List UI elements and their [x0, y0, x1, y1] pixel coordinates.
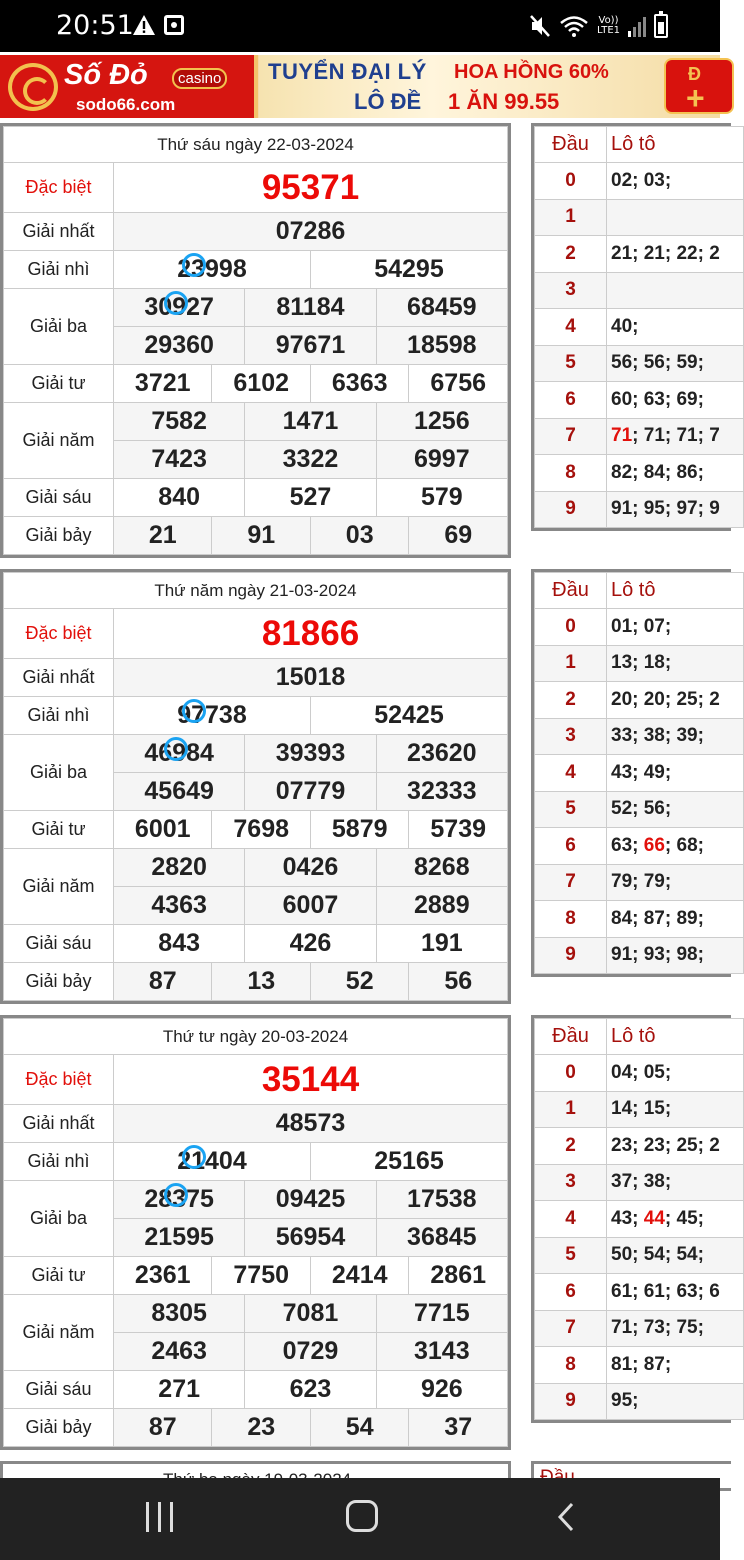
- loto-values: 95;: [607, 1383, 744, 1420]
- loto-table: [531, 123, 731, 531]
- prize-number: 7081: [245, 1295, 376, 1333]
- prize-number: 6001: [114, 811, 212, 849]
- special-prize-number: 81866: [114, 609, 508, 659]
- loto-head-digit: 5: [535, 791, 607, 828]
- prize-number: 97738: [114, 697, 311, 735]
- prize-number: 21595: [114, 1219, 245, 1257]
- loto-values: 37; 38;: [607, 1164, 744, 1201]
- loto-row: [535, 309, 744, 346]
- prize-number: 3322: [245, 441, 376, 479]
- loto-head-digit: 7: [535, 864, 607, 901]
- loto-row: [535, 491, 744, 528]
- prize-number: 37: [409, 1409, 508, 1447]
- brand-logo[interactable]: [0, 55, 258, 118]
- prize-label: Giải sáu: [4, 925, 114, 963]
- prize-number: 843: [114, 925, 245, 963]
- loto-values: 61; 61; 63; 6: [607, 1274, 744, 1311]
- prize-number: 45649: [114, 773, 245, 811]
- prize-number: 1256: [376, 403, 507, 441]
- prize-label: Giải ba: [4, 1181, 114, 1257]
- loto-values: 13; 18;: [607, 645, 744, 682]
- prize-label: Giải năm: [4, 849, 114, 925]
- prize-number: 271: [114, 1371, 245, 1409]
- prize-number: 54: [310, 1409, 408, 1447]
- loto-head-digit: 3: [535, 1164, 607, 1201]
- prize-number: 2414: [310, 1257, 408, 1295]
- loto-row: [535, 645, 744, 682]
- prize-label: Đặc biệt: [4, 1055, 114, 1105]
- loto-values: [607, 272, 744, 309]
- prize-number: 21: [114, 517, 212, 555]
- loto-values: [607, 199, 744, 236]
- loto-row: [535, 199, 744, 236]
- loto-head-digit: 5: [535, 345, 607, 382]
- prize-label: Giải nhất: [4, 1105, 114, 1143]
- prize-number: 46984: [114, 735, 245, 773]
- loto-row: [535, 1274, 744, 1311]
- prize-number: 13: [212, 963, 310, 1001]
- touch-marker: [164, 737, 188, 761]
- prize-number: 36845: [376, 1219, 507, 1257]
- loto-values: 71; 73; 75;: [607, 1310, 744, 1347]
- prize-number: 191: [376, 925, 507, 963]
- loto-head-digit: 8: [535, 455, 607, 492]
- loto-head-digit: 1: [535, 645, 607, 682]
- loto-head-digit: 0: [535, 1055, 607, 1092]
- brand-url: sodo66.com: [76, 95, 176, 114]
- loto-values: 33; 38; 39;: [607, 718, 744, 755]
- warning-icon: [132, 14, 156, 36]
- prize-label: Giải bảy: [4, 963, 114, 1001]
- loto-row: [535, 1055, 744, 1092]
- prize-number: 48573: [114, 1105, 508, 1143]
- loto-row: [535, 1347, 744, 1384]
- loto-row: [535, 236, 744, 273]
- prize-label: Giải sáu: [4, 1371, 114, 1409]
- prize-number: 527: [245, 479, 376, 517]
- ad-odds: 1 ĂN 99.55: [448, 89, 560, 114]
- ad-subline: LÔ ĐỀ: [354, 89, 422, 114]
- prize-number: 07286: [114, 213, 508, 251]
- prize-number: 2361: [114, 1257, 212, 1295]
- result-block-partial: [0, 1461, 720, 1479]
- prize-number: 0426: [245, 849, 376, 887]
- loto-special-hit: 71: [611, 425, 633, 447]
- loto-row: [535, 609, 744, 646]
- prize-number: 87: [114, 963, 212, 1001]
- prize-number: 5879: [310, 811, 408, 849]
- status-bar: [0, 0, 720, 52]
- prize-label: Giải sáu: [4, 479, 114, 517]
- prize-number: 56954: [245, 1219, 376, 1257]
- prize-label: Giải tư: [4, 1257, 114, 1295]
- prize-number: 18598: [376, 327, 507, 365]
- loto-head-digit: 8: [535, 1347, 607, 1384]
- loto-values: 63; 66; 68;: [607, 828, 744, 865]
- loto-head-digit: 9: [535, 1383, 607, 1420]
- touch-marker: [182, 1145, 206, 1169]
- navigation-bar: [0, 1478, 720, 1560]
- loto-row: [535, 455, 744, 492]
- loto-table: [531, 1015, 731, 1423]
- loto-values: 91; 93; 98;: [607, 937, 744, 974]
- touch-marker: [182, 253, 206, 277]
- loto-values: 20; 20; 25; 2: [607, 682, 744, 719]
- loto-head-digit: 7: [535, 1310, 607, 1347]
- ad-banner[interactable]: [0, 55, 720, 118]
- loto-table: [531, 569, 731, 977]
- prize-number: 2463: [114, 1333, 245, 1371]
- prize-number: 7750: [212, 1257, 310, 1295]
- loto-head-digit: 2: [535, 682, 607, 719]
- prize-number: 623: [245, 1371, 376, 1409]
- prize-number: 926: [376, 1371, 507, 1409]
- touch-marker: [164, 1183, 188, 1207]
- ad-headline: TUYỂN ĐẠI LÝ: [268, 59, 427, 84]
- loto-head-digit: 1: [535, 1091, 607, 1128]
- loto-row: [535, 382, 744, 419]
- prize-number: 69: [409, 517, 508, 555]
- prize-number: 2889: [376, 887, 507, 925]
- loto-row: [535, 755, 744, 792]
- mute-icon: [529, 14, 551, 38]
- prize-number: 25165: [310, 1143, 507, 1181]
- prize-label: Đặc biệt: [4, 163, 114, 213]
- loto-row: [535, 163, 744, 200]
- loto-row: [535, 1201, 744, 1238]
- loto-values: 50; 54; 54;: [607, 1237, 744, 1274]
- signal-icon: [628, 15, 646, 37]
- prize-number: 3143: [376, 1333, 507, 1371]
- brand-casino: casino: [172, 68, 227, 89]
- prize-number: 8305: [114, 1295, 245, 1333]
- prize-number: 39393: [245, 735, 376, 773]
- loto-row: [535, 418, 744, 455]
- loto-row: [535, 1091, 744, 1128]
- loto-values: 56; 56; 59;: [607, 345, 744, 382]
- loto-row: [535, 901, 744, 938]
- loto-head-digit: 9: [535, 491, 607, 528]
- loto-head-digit: 3: [535, 272, 607, 309]
- loto-values: 91; 95; 97; 9: [607, 491, 744, 528]
- loto-header-loto: Lô tô: [607, 127, 744, 163]
- loto-special-hit: 44: [643, 1207, 665, 1229]
- prize-number: 23: [212, 1409, 310, 1447]
- prize-number: 5739: [409, 811, 508, 849]
- prize-number: 52425: [310, 697, 507, 735]
- prize-label: Giải ba: [4, 735, 114, 811]
- loto-values: 71; 71; 71; 7: [607, 418, 744, 455]
- loto-row: [535, 864, 744, 901]
- loto-row: [535, 791, 744, 828]
- prize-number: 15018: [114, 659, 508, 697]
- prize-number: 54295: [310, 251, 507, 289]
- prize-label: Giải nhất: [4, 659, 114, 697]
- prize-number: 23620: [376, 735, 507, 773]
- loto-row: [535, 272, 744, 309]
- prize-number: 6007: [245, 887, 376, 925]
- loto-header-dau: Đầu: [535, 127, 607, 163]
- loto-values: 43; 44; 45;: [607, 1201, 744, 1238]
- loto-values: 84; 87; 89;: [607, 901, 744, 938]
- prize-label: Giải nhì: [4, 251, 114, 289]
- loto-row: [535, 682, 744, 719]
- loto-head-digit: 0: [535, 163, 607, 200]
- prize-number: 6997: [376, 441, 507, 479]
- prize-number: 6363: [310, 365, 408, 403]
- logo-icon: [8, 63, 58, 111]
- prize-number: 2861: [409, 1257, 508, 1295]
- prize-number: 03: [310, 517, 408, 555]
- result-date: Thứ sáu ngày 22-03-2024: [4, 127, 508, 163]
- ad-commission: HOA HỒNG 60%: [454, 61, 609, 83]
- result-table: [0, 569, 511, 1004]
- wifi-icon: [559, 14, 589, 38]
- prize-number: 579: [376, 479, 507, 517]
- loto-head-digit: 4: [535, 309, 607, 346]
- result-table: [0, 1015, 511, 1450]
- prize-number: 17538: [376, 1181, 507, 1219]
- prize-number: 6756: [409, 365, 508, 403]
- network-label: Vo)) LTE1: [597, 15, 620, 36]
- result-table: [0, 123, 511, 558]
- prize-number: 3721: [114, 365, 212, 403]
- prize-number: 87: [114, 1409, 212, 1447]
- loto-values: 81; 87;: [607, 1347, 744, 1384]
- loto-values: 82; 84; 86;: [607, 455, 744, 492]
- loto-row: [535, 828, 744, 865]
- prize-number: 32333: [376, 773, 507, 811]
- special-prize-number: 95371: [114, 163, 508, 213]
- loto-head-digit: 4: [535, 1201, 607, 1238]
- prize-number: 426: [245, 925, 376, 963]
- prize-label: Giải năm: [4, 1295, 114, 1371]
- prize-number: 97671: [245, 327, 376, 365]
- loto-head-digit: 1: [535, 199, 607, 236]
- loto-header-dau: Đầu: [535, 573, 607, 609]
- loto-head-digit: 0: [535, 609, 607, 646]
- prize-number: 23998: [114, 251, 311, 289]
- touch-marker: [164, 291, 188, 315]
- prize-number: 29360: [114, 327, 245, 365]
- back-button[interactable]: [556, 1502, 576, 1532]
- loto-values: 60; 63; 69;: [607, 382, 744, 419]
- prize-number: 1471: [245, 403, 376, 441]
- prize-number: 21404: [114, 1143, 311, 1181]
- plus-icon: +: [686, 80, 705, 116]
- prize-number: 52: [310, 963, 408, 1001]
- loto-row: [535, 1128, 744, 1165]
- loto-row: [535, 1310, 744, 1347]
- prize-number: 30927: [114, 289, 245, 327]
- clock: 20:51: [56, 10, 134, 41]
- loto-row: [535, 718, 744, 755]
- recent-apps-button[interactable]: [146, 1502, 176, 1532]
- prize-number: 7582: [114, 403, 245, 441]
- loto-values: 79; 79;: [607, 864, 744, 901]
- prize-number: 7423: [114, 441, 245, 479]
- loto-row: [535, 1383, 744, 1420]
- loto-values: 43; 49;: [607, 755, 744, 792]
- prize-number: 0729: [245, 1333, 376, 1371]
- prize-number: 6102: [212, 365, 310, 403]
- prize-label: Giải nhất: [4, 213, 114, 251]
- ad-cta-button[interactable]: Đ +: [664, 58, 734, 114]
- prize-label: Đặc biệt: [4, 609, 114, 659]
- loto-row: [535, 1237, 744, 1274]
- loto-values: 02; 03;: [607, 163, 744, 200]
- status-icons: [529, 12, 668, 40]
- prize-label: Giải tư: [4, 811, 114, 849]
- loto-head-digit: 7: [535, 418, 607, 455]
- loto-header-loto: Lô tô: [607, 573, 744, 609]
- prize-number: 8268: [376, 849, 507, 887]
- prize-number: 2820: [114, 849, 245, 887]
- app-notification-icon: [164, 15, 184, 35]
- loto-row: [535, 937, 744, 974]
- prize-number: 7715: [376, 1295, 507, 1333]
- loto-values: 21; 21; 22; 2: [607, 236, 744, 273]
- loto-values: 04; 05;: [607, 1055, 744, 1092]
- loto-head-digit: 9: [535, 937, 607, 974]
- loto-head-digit: 8: [535, 901, 607, 938]
- loto-values: 52; 56;: [607, 791, 744, 828]
- battery-icon: [654, 14, 668, 38]
- loto-head-digit: 5: [535, 1237, 607, 1274]
- loto-head-digit: 2: [535, 236, 607, 273]
- home-button[interactable]: [346, 1500, 378, 1532]
- prize-number: 07779: [245, 773, 376, 811]
- loto-values: 14; 15;: [607, 1091, 744, 1128]
- prize-number: 7698: [212, 811, 310, 849]
- prize-number: 28375: [114, 1181, 245, 1219]
- prize-label: Giải năm: [4, 403, 114, 479]
- special-prize-number: 35144: [114, 1055, 508, 1105]
- prize-number: 09425: [245, 1181, 376, 1219]
- loto-values: 23; 23; 25; 2: [607, 1128, 744, 1165]
- loto-head-digit: 6: [535, 382, 607, 419]
- loto-header-loto: Lô tô: [607, 1019, 744, 1055]
- loto-values: 40;: [607, 309, 744, 346]
- prize-number: 56: [409, 963, 508, 1001]
- result-date: Thứ tư ngày 20-03-2024: [4, 1019, 508, 1055]
- prize-number: 81184: [245, 289, 376, 327]
- prize-number: 840: [114, 479, 245, 517]
- loto-row: [535, 1164, 744, 1201]
- loto-special-hit: 66: [643, 834, 665, 856]
- loto-head-digit: 6: [535, 828, 607, 865]
- prize-number: 4363: [114, 887, 245, 925]
- brand-name: Số Đỏ: [64, 59, 148, 91]
- loto-head-digit: 6: [535, 1274, 607, 1311]
- prize-label: Giải bảy: [4, 517, 114, 555]
- prize-label: Giải bảy: [4, 1409, 114, 1447]
- result-date: Thứ năm ngày 21-03-2024: [4, 573, 508, 609]
- prize-label: Giải nhì: [4, 1143, 114, 1181]
- loto-values: 01; 07;: [607, 609, 744, 646]
- loto-head-digit: 4: [535, 755, 607, 792]
- loto-head-digit: 3: [535, 718, 607, 755]
- prize-label: Giải ba: [4, 289, 114, 365]
- prize-number: 68459: [376, 289, 507, 327]
- prize-number: 91: [212, 517, 310, 555]
- touch-marker: [182, 699, 206, 723]
- loto-head-digit: 2: [535, 1128, 607, 1165]
- prize-label: Giải tư: [4, 365, 114, 403]
- prize-label: Giải nhì: [4, 697, 114, 735]
- loto-row: [535, 345, 744, 382]
- loto-header-dau: Đầu: [535, 1019, 607, 1055]
